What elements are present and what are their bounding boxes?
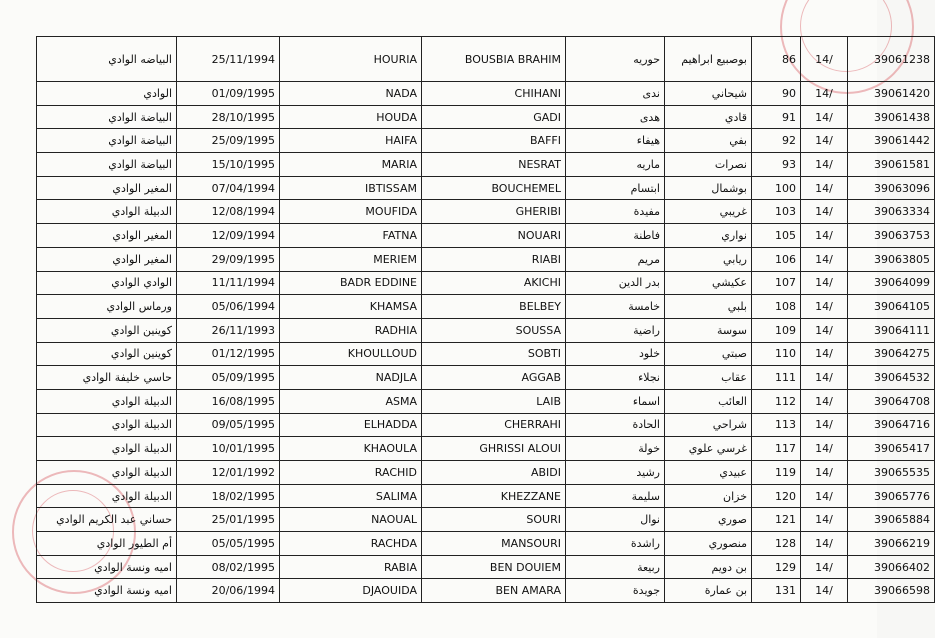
last-name-arabic-cell: بن عمارة (665, 579, 752, 603)
student-id-cell: 39065884 (848, 508, 935, 532)
last-name-arabic-cell: بن دويم (665, 555, 752, 579)
first-name-arabic-cell: اسماء (566, 389, 665, 413)
birth-place-cell: البياضة الوادي (37, 129, 177, 153)
division-cell: 14/ (801, 247, 848, 271)
row-number-cell: 117 (752, 437, 801, 461)
division-cell: 14/ (801, 437, 848, 461)
first-name-arabic-cell: ندى (566, 82, 665, 106)
table-row (37, 461, 935, 485)
first-name-arabic-cell: هيفاء (566, 129, 665, 153)
division-cell: 14/ (801, 389, 848, 413)
first-name-arabic-cell: الحادة (566, 413, 665, 437)
last-name-latin-cell: ABIDI (422, 461, 566, 485)
row-number-cell: 128 (752, 532, 801, 556)
last-name-arabic-cell: منصوري (665, 532, 752, 556)
first-name-arabic-cell: خلود (566, 342, 665, 366)
birth-date-cell: 01/09/1995 (177, 82, 280, 106)
first-name-latin-cell: RACHDA (280, 532, 422, 556)
row-number-cell: 121 (752, 508, 801, 532)
last-name-latin-cell: NOUARI (422, 224, 566, 248)
last-name-latin-cell: LAIB (422, 389, 566, 413)
first-name-latin-cell: MERIEM (280, 247, 422, 271)
table-row (37, 82, 935, 106)
last-name-arabic-cell: قادي (665, 105, 752, 129)
last-name-arabic-cell: نصرات (665, 153, 752, 177)
student-id-cell: 39061438 (848, 105, 935, 129)
last-name-latin-cell: BEN DOUIEM (422, 555, 566, 579)
row-number-cell: 106 (752, 247, 801, 271)
last-name-latin-cell: NESRAT (422, 153, 566, 177)
row-number-cell: 108 (752, 295, 801, 319)
division-cell: 14/ (801, 129, 848, 153)
birth-date-cell: 05/05/1995 (177, 532, 280, 556)
first-name-latin-cell: SALIMA (280, 484, 422, 508)
student-id-cell: 39061442 (848, 129, 935, 153)
student-id-cell: 39061238 (848, 37, 935, 82)
birth-date-cell: 12/09/1994 (177, 224, 280, 248)
row-number-cell: 107 (752, 271, 801, 295)
division-cell: 14/ (801, 37, 848, 82)
last-name-latin-cell: CHIHANI (422, 82, 566, 106)
first-name-arabic-cell: ابتسام (566, 176, 665, 200)
roster-body (37, 37, 935, 603)
birth-date-cell: 28/10/1995 (177, 105, 280, 129)
birth-date-cell: 08/02/1995 (177, 555, 280, 579)
birth-place-cell: البياضة الوادي (37, 153, 177, 177)
last-name-arabic-cell: العائب (665, 389, 752, 413)
birth-place-cell: كوينين الوادي (37, 318, 177, 342)
birth-place-cell: الوادي (37, 82, 177, 106)
table-row (37, 413, 935, 437)
student-id-cell: 39066402 (848, 555, 935, 579)
table-row (37, 389, 935, 413)
birth-date-cell: 11/11/1994 (177, 271, 280, 295)
first-name-latin-cell: DJAOUIDA (280, 579, 422, 603)
birth-place-cell: الدبيلة الوادي (37, 413, 177, 437)
last-name-arabic-cell: بوصبيع ابراهيم (665, 37, 752, 82)
division-cell: 14/ (801, 342, 848, 366)
birth-date-cell: 12/01/1992 (177, 461, 280, 485)
student-id-cell: 39063805 (848, 247, 935, 271)
birth-date-cell: 25/09/1995 (177, 129, 280, 153)
student-id-cell: 39061420 (848, 82, 935, 106)
last-name-arabic-cell: ريابي (665, 247, 752, 271)
student-id-cell: 39065776 (848, 484, 935, 508)
last-name-latin-cell: GHRISSI ALOUI (422, 437, 566, 461)
table-row (37, 176, 935, 200)
birth-date-cell: 15/10/1995 (177, 153, 280, 177)
division-cell: 14/ (801, 461, 848, 485)
row-number-cell: 112 (752, 389, 801, 413)
row-number-cell: 92 (752, 129, 801, 153)
first-name-arabic-cell: بدر الدين (566, 271, 665, 295)
table-row (37, 129, 935, 153)
last-name-arabic-cell: عقاب (665, 366, 752, 390)
birth-place-cell: المغير الوادي (37, 224, 177, 248)
table-row (37, 295, 935, 319)
birth-date-cell: 05/09/1995 (177, 366, 280, 390)
birth-place-cell: اميه ونسة الوادي (37, 555, 177, 579)
birth-place-cell: البياضه الوادي (37, 37, 177, 82)
birth-place-cell: الدبيلة الوادي (37, 437, 177, 461)
first-name-latin-cell: MOUFIDA (280, 200, 422, 224)
row-number-cell: 91 (752, 105, 801, 129)
first-name-latin-cell: RADHIA (280, 318, 422, 342)
last-name-arabic-cell: عبيدي (665, 461, 752, 485)
birth-place-cell: اميه ونسة الوادي (37, 579, 177, 603)
last-name-latin-cell: SOUSSA (422, 318, 566, 342)
birth-date-cell: 10/01/1995 (177, 437, 280, 461)
division-cell: 14/ (801, 508, 848, 532)
row-number-cell: 109 (752, 318, 801, 342)
birth-place-cell: كوينين الوادي (37, 342, 177, 366)
row-number-cell: 110 (752, 342, 801, 366)
birth-date-cell: 07/04/1994 (177, 176, 280, 200)
first-name-arabic-cell: خولة (566, 437, 665, 461)
last-name-arabic-cell: بوشمال (665, 176, 752, 200)
row-number-cell: 100 (752, 176, 801, 200)
birth-date-cell: 18/02/1995 (177, 484, 280, 508)
table-row (37, 555, 935, 579)
birth-date-cell: 16/08/1995 (177, 389, 280, 413)
last-name-latin-cell: BELBEY (422, 295, 566, 319)
division-cell: 14/ (801, 271, 848, 295)
student-id-cell: 39064099 (848, 271, 935, 295)
first-name-arabic-cell: ماريه (566, 153, 665, 177)
table-row (37, 579, 935, 603)
last-name-arabic-cell: غرسي علوي (665, 437, 752, 461)
table-row (37, 484, 935, 508)
division-cell: 14/ (801, 413, 848, 437)
division-cell: 14/ (801, 153, 848, 177)
birth-place-cell: الوادي الوادي (37, 271, 177, 295)
student-id-cell: 39064111 (848, 318, 935, 342)
first-name-arabic-cell: ربيعة (566, 555, 665, 579)
student-id-cell: 39063334 (848, 200, 935, 224)
first-name-latin-cell: RACHID (280, 461, 422, 485)
table-row (37, 224, 935, 248)
division-cell: 14/ (801, 366, 848, 390)
last-name-latin-cell: KHEZZANE (422, 484, 566, 508)
table-row (37, 153, 935, 177)
birth-place-cell: الدبيلة الوادي (37, 200, 177, 224)
birth-date-cell: 12/08/1994 (177, 200, 280, 224)
division-cell: 14/ (801, 200, 848, 224)
row-number-cell: 93 (752, 153, 801, 177)
last-name-latin-cell: SOBTI (422, 342, 566, 366)
division-cell: 14/ (801, 579, 848, 603)
last-name-latin-cell: MANSOURI (422, 532, 566, 556)
last-name-latin-cell: BOUSBIA BRAHIM (422, 37, 566, 82)
birth-date-cell: 05/06/1994 (177, 295, 280, 319)
first-name-latin-cell: MARIA (280, 153, 422, 177)
student-id-cell: 39065535 (848, 461, 935, 485)
student-id-cell: 39064105 (848, 295, 935, 319)
first-name-arabic-cell: مريم (566, 247, 665, 271)
birth-date-cell: 20/06/1994 (177, 579, 280, 603)
last-name-arabic-cell: صوري (665, 508, 752, 532)
last-name-latin-cell: BEN AMARA (422, 579, 566, 603)
last-name-arabic-cell: خزان (665, 484, 752, 508)
division-cell: 14/ (801, 176, 848, 200)
table-row (37, 271, 935, 295)
first-name-latin-cell: IBTISSAM (280, 176, 422, 200)
table-row (37, 318, 935, 342)
last-name-arabic-cell: بفي (665, 129, 752, 153)
student-id-cell: 39066219 (848, 532, 935, 556)
first-name-latin-cell: KHAMSA (280, 295, 422, 319)
first-name-arabic-cell: هدى (566, 105, 665, 129)
division-cell: 14/ (801, 532, 848, 556)
last-name-arabic-cell: صبتي (665, 342, 752, 366)
birth-date-cell: 25/01/1995 (177, 508, 280, 532)
first-name-arabic-cell: راشدة (566, 532, 665, 556)
first-name-latin-cell: KHAOULA (280, 437, 422, 461)
birth-date-cell: 29/09/1995 (177, 247, 280, 271)
first-name-latin-cell: HOURIA (280, 37, 422, 82)
row-number-cell: 103 (752, 200, 801, 224)
student-id-cell: 39063096 (848, 176, 935, 200)
table-row (37, 342, 935, 366)
birth-date-cell: 25/11/1994 (177, 37, 280, 82)
table-row (37, 247, 935, 271)
birth-place-cell: أم الطيور الوادي (37, 532, 177, 556)
last-name-arabic-cell: غريبي (665, 200, 752, 224)
first-name-latin-cell: KHOULLOUD (280, 342, 422, 366)
division-cell: 14/ (801, 224, 848, 248)
student-id-cell: 39064275 (848, 342, 935, 366)
birth-place-cell: الدبيلة الوادي (37, 461, 177, 485)
birth-place-cell: البياضة الوادي (37, 105, 177, 129)
student-id-cell: 39066598 (848, 579, 935, 603)
first-name-arabic-cell: فاطنة (566, 224, 665, 248)
row-number-cell: 105 (752, 224, 801, 248)
last-name-arabic-cell: نواري (665, 224, 752, 248)
first-name-arabic-cell: مفيدة (566, 200, 665, 224)
last-name-latin-cell: GHERIBI (422, 200, 566, 224)
birth-place-cell: ورماس الوادي (37, 295, 177, 319)
birth-place-cell: حساني عبد الكريم الوادي (37, 508, 177, 532)
first-name-arabic-cell: نجلاء (566, 366, 665, 390)
row-number-cell: 113 (752, 413, 801, 437)
division-cell: 14/ (801, 82, 848, 106)
table-row (37, 105, 935, 129)
first-name-arabic-cell: جويدة (566, 579, 665, 603)
first-name-latin-cell: RABIA (280, 555, 422, 579)
first-name-arabic-cell: نوال (566, 508, 665, 532)
table-row (37, 366, 935, 390)
row-number-cell: 120 (752, 484, 801, 508)
row-number-cell: 119 (752, 461, 801, 485)
first-name-arabic-cell: حوريه (566, 37, 665, 82)
student-roster-table (36, 36, 935, 603)
student-id-cell: 39063753 (848, 224, 935, 248)
last-name-arabic-cell: شراحي (665, 413, 752, 437)
first-name-latin-cell: HOUDA (280, 105, 422, 129)
birth-date-cell: 26/11/1993 (177, 318, 280, 342)
division-cell: 14/ (801, 105, 848, 129)
division-cell: 14/ (801, 484, 848, 508)
birth-date-cell: 09/05/1995 (177, 413, 280, 437)
last-name-latin-cell: AKICHI (422, 271, 566, 295)
division-cell: 14/ (801, 555, 848, 579)
birth-place-cell: المغير الوادي (37, 247, 177, 271)
row-number-cell: 111 (752, 366, 801, 390)
student-id-cell: 39064532 (848, 366, 935, 390)
first-name-latin-cell: FATNA (280, 224, 422, 248)
row-number-cell: 90 (752, 82, 801, 106)
first-name-arabic-cell: خامسة (566, 295, 665, 319)
first-name-latin-cell: NADJLA (280, 366, 422, 390)
last-name-latin-cell: GADI (422, 105, 566, 129)
first-name-latin-cell: BADR EDDINE (280, 271, 422, 295)
birth-place-cell: الدبيلة الوادي (37, 484, 177, 508)
last-name-latin-cell: CHERRAHI (422, 413, 566, 437)
first-name-arabic-cell: رشيد (566, 461, 665, 485)
first-name-arabic-cell: راضية (566, 318, 665, 342)
last-name-arabic-cell: بلبي (665, 295, 752, 319)
last-name-arabic-cell: عكيشي (665, 271, 752, 295)
birth-place-cell: حاسي خليفة الوادي (37, 366, 177, 390)
last-name-latin-cell: SOURI (422, 508, 566, 532)
last-name-latin-cell: AGGAB (422, 366, 566, 390)
first-name-latin-cell: ASMA (280, 389, 422, 413)
table-row (37, 437, 935, 461)
birth-place-cell: الدبيلة الوادي (37, 389, 177, 413)
first-name-latin-cell: NADA (280, 82, 422, 106)
first-name-latin-cell: HAIFA (280, 129, 422, 153)
first-name-latin-cell: ELHADDA (280, 413, 422, 437)
last-name-latin-cell: RIABI (422, 247, 566, 271)
table-row (37, 532, 935, 556)
first-name-latin-cell: NAOUAL (280, 508, 422, 532)
row-number-cell: 86 (752, 37, 801, 82)
student-id-cell: 39064716 (848, 413, 935, 437)
last-name-latin-cell: BOUCHEMEL (422, 176, 566, 200)
student-id-cell: 39064708 (848, 389, 935, 413)
last-name-latin-cell: BAFFI (422, 129, 566, 153)
table-row (37, 37, 935, 82)
birth-place-cell: المغير الوادي (37, 176, 177, 200)
birth-date-cell: 01/12/1995 (177, 342, 280, 366)
student-id-cell: 39061581 (848, 153, 935, 177)
last-name-arabic-cell: سوسة (665, 318, 752, 342)
student-id-cell: 39065417 (848, 437, 935, 461)
last-name-arabic-cell: شيحاني (665, 82, 752, 106)
table-row (37, 508, 935, 532)
first-name-arabic-cell: سليمة (566, 484, 665, 508)
table-row (37, 200, 935, 224)
division-cell: 14/ (801, 318, 848, 342)
row-number-cell: 129 (752, 555, 801, 579)
division-cell: 14/ (801, 295, 848, 319)
row-number-cell: 131 (752, 579, 801, 603)
